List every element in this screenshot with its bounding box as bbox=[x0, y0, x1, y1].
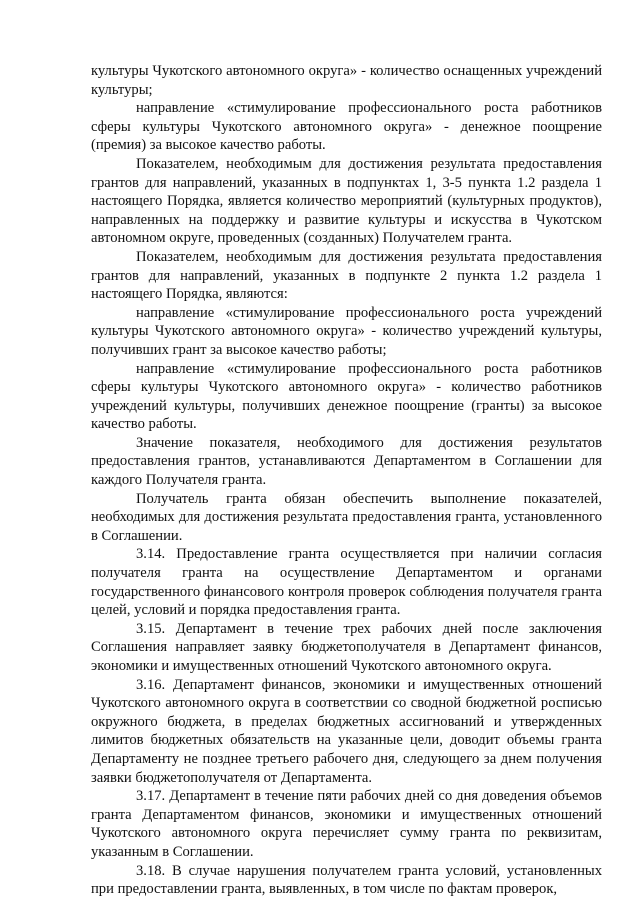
paragraph-3-17: 3.17. Департамент в течение пяти рабочих дней со дня доведения объемов гранта Департаментом финансов, экономики и имущественных отношений Чукотского автономного округа перечисляет сумму гранта по реквизитам, указанным в Соглашении. bbox=[91, 788, 602, 860]
paragraph-3-14: 3.14. Предоставление гранта осуществляется при наличии согласия получателя гранта на осуществление Департаментом и органами государственного финансового контроля проверок соблюдения получателя гранта целей, условий и порядка предоставления гранта. bbox=[91, 546, 602, 619]
paragraph-3-16: 3.16. Департамент финансов, экономики и имущественных отношений Чукотского автономного округа в соответствии со сводной бюджетной росписью окружного бюджета, в пределах бюджетных ассигнований и утвержденных лимитов бюджетных обязательств на указанные цели, доводит объемы гранта Департаменту не позднее третьего рабочего дня, следующего за днем получения заявки бюджетополучателя от Департамента. bbox=[91, 676, 602, 786]
paragraph-indicator-events: Показателем, необходимым для достижения результата предоставления грантов для направлений, указанных в подпунктах 1, 3-5 пункта 1.2 раздела 1 настоящего Порядка, является количество мероприятий (культурных продуктов), направленных на поддержку и развитие культуры и искусства в Чукотском автономном округе, проведенных (созданных) Получателем гранта. bbox=[91, 155, 602, 247]
paragraph-3-15: 3.15. Департамент в течение трех рабочих дней после заключения Соглашения направляет заявку бюджетополучателя в Департамент финансов, экономики и имущественных отношений Чукотского автономного округа. bbox=[91, 620, 602, 674]
paragraph-3-18: 3.18. В случае нарушения получателем гранта условий, установленных при предоставлении гранта, выявленных, в том числе по фактам проверок, bbox=[91, 862, 602, 898]
paragraph-direction-institutions: направление «стимулирование профессионального роста учреждений культуры Чукотского автономного округа» - количество учреждений культуры, получивших грант за высокое качество работы; bbox=[91, 304, 602, 358]
paragraph-direction-workers-premium: направление «стимулирование профессионального роста работников сферы культуры Чукотского автономного округа» - денежное поощрение (премия) за высокое качество работы. bbox=[91, 100, 602, 154]
document-page bbox=[91, 62, 602, 899]
paragraph-indicator-value: Значение показателя, необходимого для достижения результатов предоставления грантов, устанавливаются Департаментом в Соглашении для каждого Получателя гранта. bbox=[91, 434, 602, 489]
paragraph-continuation: культуры Чукотского автономного округа» - количество оснащенных учреждений культуры; bbox=[91, 63, 602, 98]
paragraph-recipient-obligation: Получатель гранта обязан обеспечить выполнение показателей, необходимых для достижения результата предоставления гранта, установленного в Соглашении. bbox=[91, 490, 602, 544]
paragraph-direction-workers-count: направление «стимулирование профессионального роста работников сферы культуры Чукотского автономного округа» - количество работников учреждений культуры, получивших денежное поощрение (гранты) за высокое качество работы. bbox=[91, 360, 602, 433]
paragraph-indicator-subpoint-2: Показателем, необходимым для достижения результата предоставления грантов для направлений, указанных в подпункте 2 пункта 1.2 раздела 1 настоящего Порядка, являются: bbox=[91, 248, 602, 303]
